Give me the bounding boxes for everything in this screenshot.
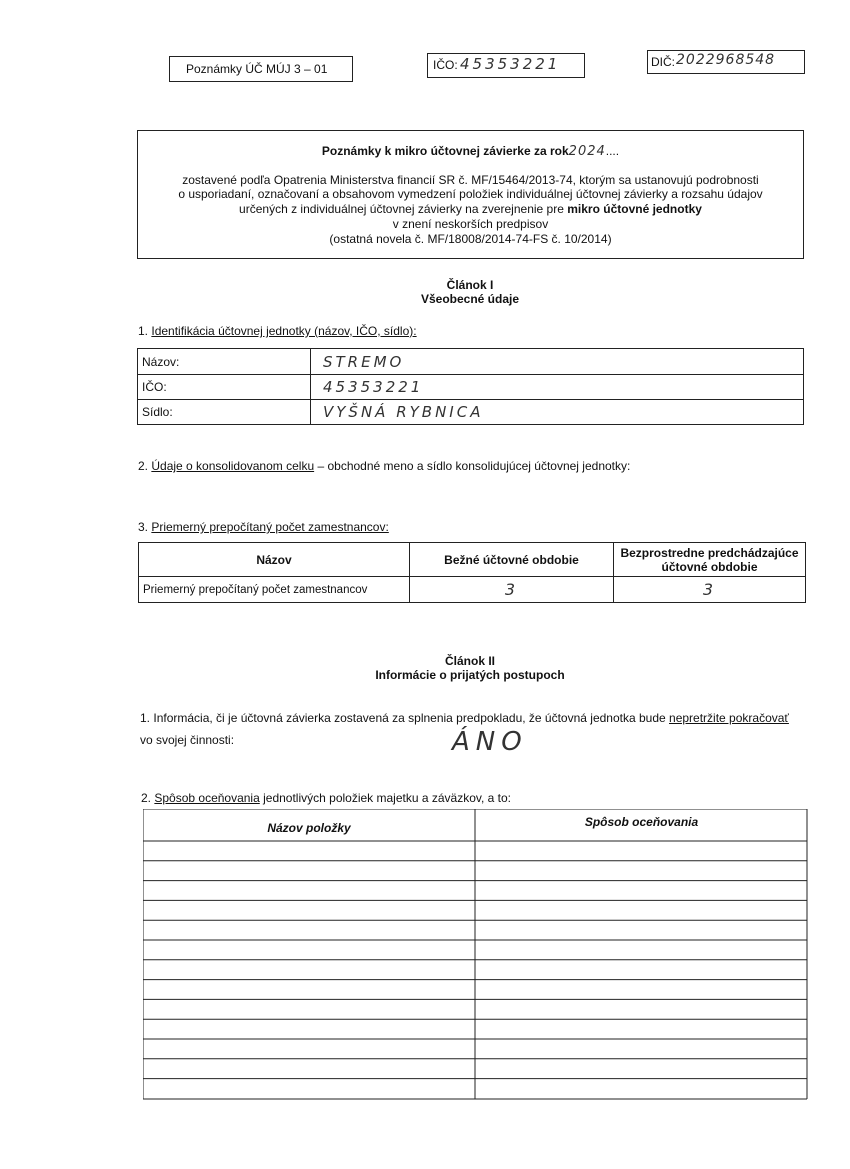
article2-subheading: Informácie o prijatých postupoch — [375, 668, 565, 682]
col-name: Názov — [139, 543, 410, 577]
valuation-table — [143, 809, 808, 1100]
going-concern-answer: ÁNO — [452, 727, 528, 757]
art2-section-1 — [140, 711, 810, 725]
section-number: 3. — [138, 520, 149, 534]
intro-line-2: o usporiadaní, označovaní a obsahovom vymedzení položiek individuálnej účtovnej závierky a rozsahu údajov — [178, 187, 763, 201]
title-year: 2024 — [568, 144, 606, 159]
section-title: Priemerný prepočítaný počet zamestnancov: — [151, 520, 389, 534]
dic-value: 2022968548 — [676, 52, 776, 68]
id-value-ico: 45353221 — [311, 375, 804, 400]
row-current: 3 — [410, 577, 614, 603]
section-2-label — [138, 459, 630, 473]
article1-subheading: Všeobecné údaje — [420, 292, 520, 306]
ico-value: 45353221 — [460, 55, 561, 73]
article1-heading: Článok I — [446, 278, 494, 292]
col-item-name: Názov položky — [267, 821, 351, 835]
id-label-ico: IČO: — [138, 375, 311, 400]
table-row — [139, 577, 806, 603]
form-code-box — [169, 56, 353, 82]
art2-section-1-cont: vo svojej činnosti: — [140, 733, 235, 747]
ico-label: IČO: — [433, 58, 458, 72]
identification-table — [137, 348, 804, 425]
id-label-name: Názov: — [138, 349, 311, 375]
section-number: 2. — [141, 791, 152, 805]
dic-box — [647, 50, 805, 74]
intro-line-1: zostavené podľa Opatrenia Ministerstva financií SR č. MF/15464/2013-74, ktorým sa ustanovujú podrobnosti — [182, 173, 759, 187]
id-value-seat: VYŠNÁ RYBNICA — [311, 400, 804, 425]
title-line — [138, 144, 803, 159]
row-label: Priemerný prepočítaný počet zamestnancov — [139, 577, 410, 603]
id-value-name: STREMO — [311, 349, 804, 375]
id-label-seat: Sídlo: — [138, 400, 311, 425]
title-box — [137, 130, 804, 259]
section-title-rest: – obchodné meno a sídlo konsolidujúcej účtovnej jednotky: — [314, 459, 631, 473]
title-suffix: .... — [605, 144, 620, 158]
col-valuation-method: Spôsob oceňovania — [584, 815, 699, 829]
intro-line-5: (ostatná novela č. MF/18008/2014-74-FS č. 10/2014) — [329, 232, 612, 246]
form-code: Poznámky ÚČ MÚJ 3 – 01 — [186, 62, 328, 76]
table-row — [138, 375, 804, 400]
ico-box — [427, 53, 585, 78]
intro-line-3a: určených z individuálnej účtovnej závierky na zverejnenie pre — [239, 202, 564, 216]
article2-heading: Článok II — [444, 654, 495, 668]
intro-line-3 — [138, 202, 803, 216]
section-number: 1. — [138, 324, 149, 338]
section-1-label — [138, 324, 417, 338]
section-title: Spôsob oceňovania — [154, 791, 260, 805]
col-previous: Bezprostredne predchádzajúce účtovné obdobie — [614, 543, 806, 577]
dic-label: DIČ: — [651, 55, 675, 69]
section-text-underlined: nepretržite pokračovať — [669, 711, 789, 725]
table-row — [138, 400, 804, 425]
section-title: Identifikácia účtovnej jednotky (názov, IČO, sídlo): — [151, 324, 417, 338]
title-prefix: Poznámky k mikro účtovnej závierke za rok — [321, 144, 569, 158]
section-title: Údaje o konsolidovanom celku — [151, 459, 315, 473]
section-number: 2. — [138, 459, 149, 473]
col-current: Bežné účtovné obdobie — [410, 543, 614, 577]
employees-table — [138, 542, 806, 603]
section-number: 1. — [140, 711, 151, 725]
row-previous: 3 — [614, 577, 806, 603]
intro-line-4: v znení neskorších predpisov — [392, 217, 549, 231]
section-title-rest: jednotlivých položiek majetku a záväzkov, a to: — [259, 791, 512, 805]
table-header-row — [139, 543, 806, 577]
intro-line-3b: mikro účtovné jednotky — [567, 202, 702, 216]
section-3-label — [138, 520, 389, 534]
valuation-table-grid — [143, 809, 808, 1104]
art2-section-2 — [141, 791, 511, 805]
section-text: Informácia, či je účtovná závierka zostavená za splnenia predpokladu, že účtovná jednotka bude — [153, 711, 670, 725]
table-row — [138, 349, 804, 375]
